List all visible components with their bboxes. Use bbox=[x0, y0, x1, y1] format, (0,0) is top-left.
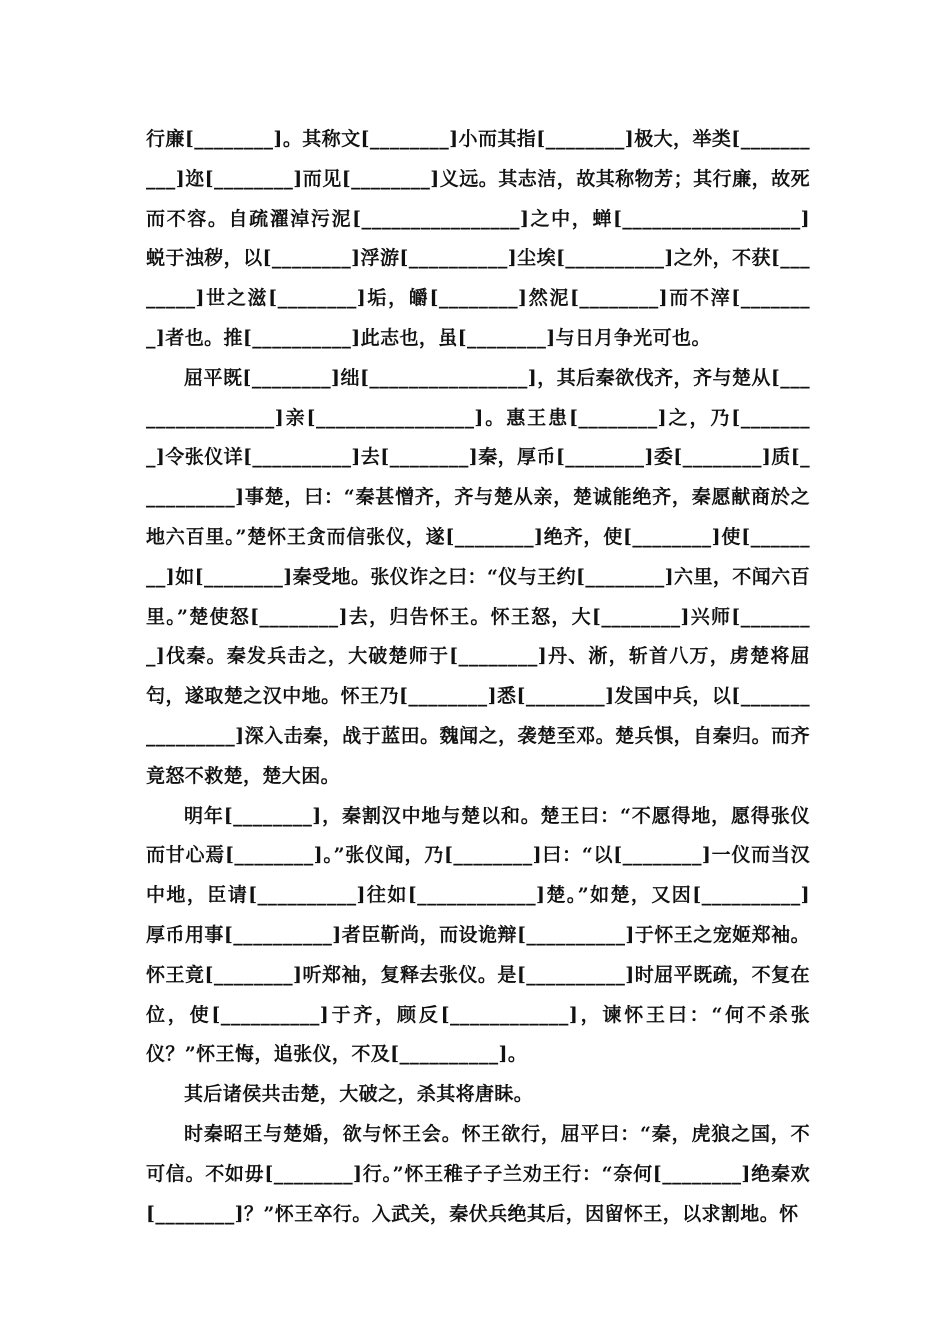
document-text bbox=[146, 120, 810, 1234]
paragraph-5: 时秦昭王与楚婚，欲与怀王会。怀王欲行，屈平曰：“秦，虎狼之国，不可信。不如毋[________]行。”怀王稚子子兰劝王行：“奈何[________]绝秦欢[________]？”怀王卒行。入武关，秦伏兵绝其后，因留怀王，以求割地。怀 bbox=[146, 1122, 810, 1225]
paragraph-3: 明年[________]，秦割汉中地与楚以和。楚王曰：“不愿得地，愿得张仪而甘心焉[________]。”张仪闻，乃[________]曰：“以[________]一仪而当汉中地，臣请[__________]往如[____________]楚。”如楚，又因[__________]厚币用事[__________]者臣靳尚，而设诡辩[__________]于怀王之宠姬郑袖。怀王竟[________]听郑袖，复释去张仪。是[__________]时屈平既疏，不复在位，使[__________]于齐，顾反[____________]，谏怀王曰：“何不杀张仪？”怀王悔，追张仪，不及[__________]。 bbox=[146, 804, 810, 1066]
paragraph-1: 行廉[________]。其称文[________]小而其指[________]极大，举类[__________]迩[________]而见[________]义远。其志洁，故其称物芳；其行廉，故死而不容。自疏濯淖污泥[________________]之中，蝉[__________________]蜕于浊秽，以[________]浮游[__________]尘埃[__________]之外，不获[________]世之滋[________]垢，皭[________]然泥[________]而不滓[________]者也。推[__________]此志也，虽[________]与日月争光可也。 bbox=[146, 128, 810, 349]
paragraph-4: 其后诸侯共击楚，大破之，杀其将唐眛。 bbox=[184, 1083, 534, 1106]
paragraph-2: 屈平既[________]绌[________________]，其后秦欲伐齐，齐与楚从[________________]亲[________________]。惠王患[________]之，乃[________]令张仪详[__________]去[________]秦，厚币[________]委[________]质[__________]事楚，曰：“秦甚憎齐，齐与楚从亲，楚诚能绝齐，秦愿献商於之地六百里。”楚怀王贪而信张仪，遂[________]绝齐，使[________]使[________]如[________]秦受地。张仪诈之曰：“仪与王约[________]六里，不闻六百里。”楚使怒[________]去，归告怀王。怀王怒，大[________]兴师[________]伐秦。秦发兵击之，大破楚师于[________]丹、淅，斩首八万，虏楚将屈匄，遂取楚之汉中地。怀王乃[________]悉[________]发国中兵，以[________________]深入击秦，战于蓝田。魏闻之，袭楚至邓。楚兵惧，自秦归。而齐竟怒不救楚，楚大困。 bbox=[146, 366, 810, 787]
